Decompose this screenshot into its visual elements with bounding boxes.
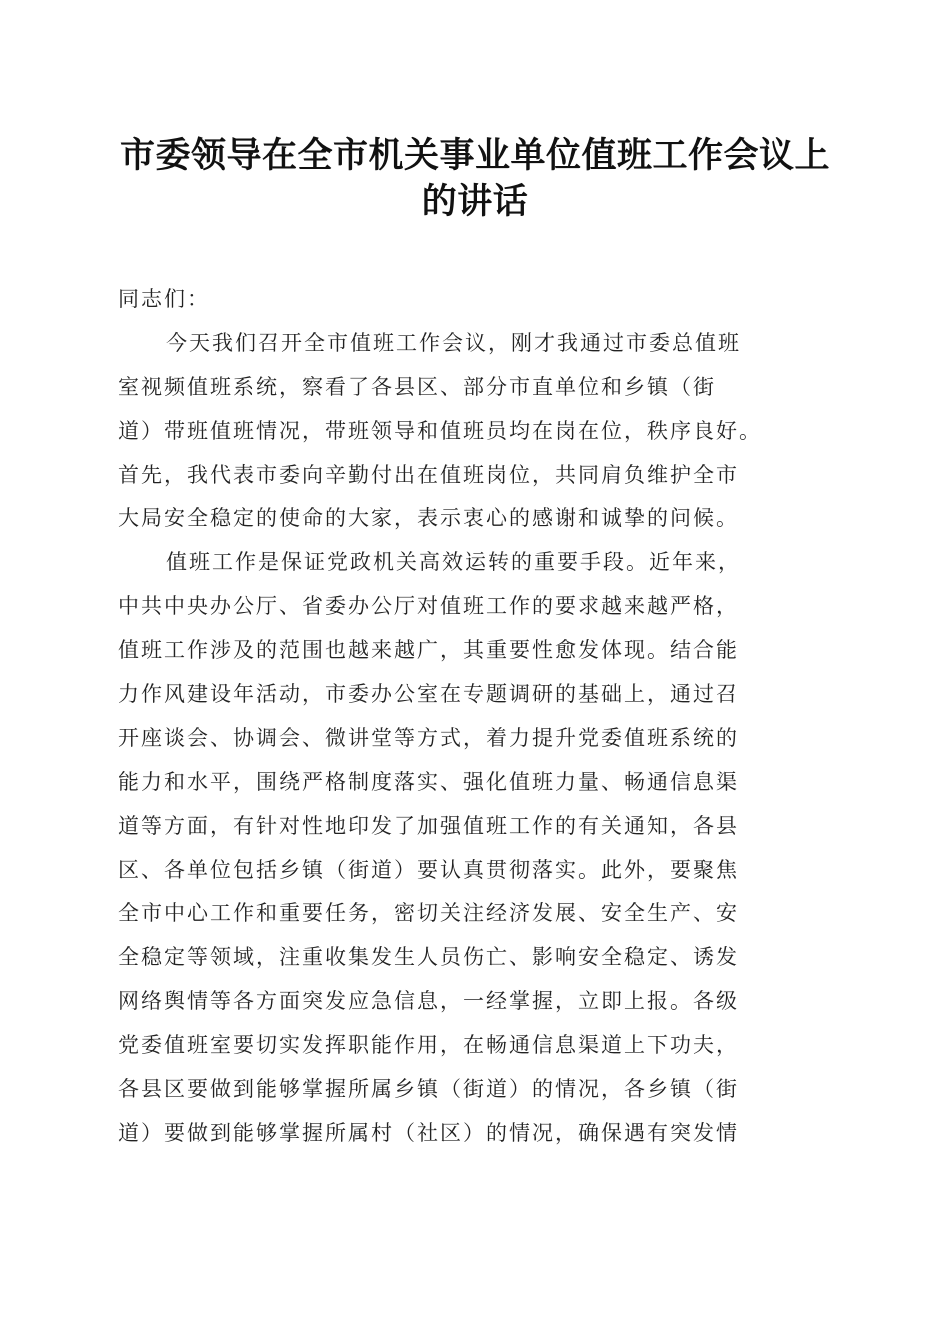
paragraph-line: 中共中央办公厅、省委办公厅对值班工作的要求越来越严格， [118, 594, 739, 619]
paragraph-line: 道等方面，有针对性地印发了加强值班工作的有关通知，各县 [118, 813, 739, 838]
title-line-1: 市委领导在全市机关事业单位值班工作会议上 [119, 135, 830, 176]
paragraph-line: 首先，我代表市委向辛勤付出在值班岗位，共同肩负维护全市 [118, 462, 739, 487]
paragraph-line: 区、各单位包括乡镇（街道）要认真贯彻落实。此外，要聚焦 [118, 857, 739, 882]
paragraph-line: 室视频值班系统，察看了各县区、部分市直单位和乡镇（街 [118, 374, 716, 399]
paragraph-2 [118, 541, 838, 1155]
paragraph-line: 党委值班室要切实发挥职能作用，在畅通信息渠道上下功夫， [118, 1033, 739, 1058]
paragraph-line: 能力和水平，围绕严格制度落实、强化值班力量、畅通信息渠 [118, 769, 739, 794]
paragraph-line: 开座谈会、协调会、微讲堂等方式，着力提升党委值班系统的 [118, 725, 739, 750]
document-body [118, 278, 838, 1156]
paragraph-line: 道）带班值班情况，带班领导和值班员均在岗在位，秩序良好。 [118, 418, 762, 443]
document-title [100, 133, 850, 225]
paragraph-line: 道）要做到能够掌握所属村（社区）的情况，确保遇有突发情 [118, 1120, 739, 1145]
paragraph-line: 值班工作是保证党政机关高效运转的重要手段。近年来， [166, 550, 741, 575]
paragraph-line: 今天我们召开全市值班工作会议，刚才我通过市委总值班 [166, 330, 741, 355]
paragraph-line: 全市中心工作和重要任务，密切关注经济发展、安全生产、安 [118, 901, 739, 926]
paragraph-line: 值班工作涉及的范围也越来越广，其重要性愈发体现。结合能 [118, 638, 739, 663]
paragraph-line: 各县区要做到能够掌握所属乡镇（街道）的情况，各乡镇（街 [118, 1077, 739, 1102]
title-line-2: 的讲话 [421, 181, 529, 222]
paragraph-1 [118, 322, 838, 541]
paragraph-line: 全稳定等领域，注重收集发生人员伤亡、影响安全稳定、诱发 [118, 945, 739, 970]
salutation: 同志们： [118, 287, 210, 311]
paragraph-line: 大局安全稳定的使命的大家，表示衷心的感谢和诚挚的问候。 [118, 506, 739, 531]
paragraph-line: 网络舆情等各方面突发应急信息，一经掌握，立即上报。各级 [118, 989, 739, 1014]
paragraph-line: 力作风建设年活动，市委办公室在专题调研的基础上，通过召 [118, 682, 739, 707]
